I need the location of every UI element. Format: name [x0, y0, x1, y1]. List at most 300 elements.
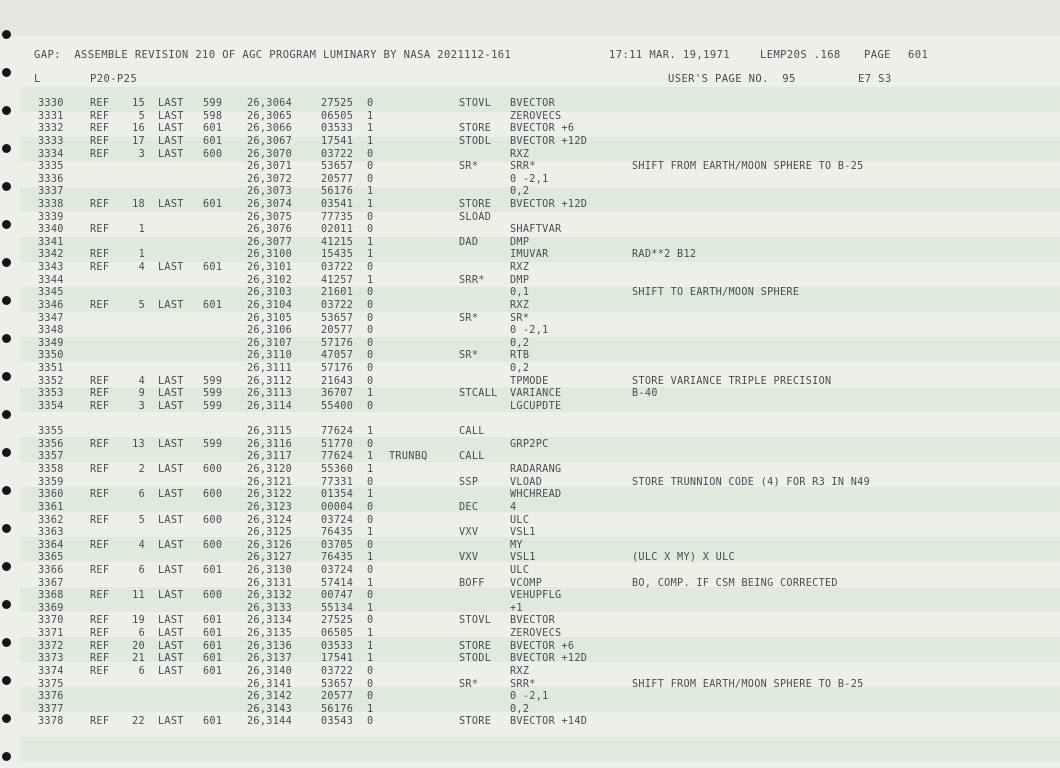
octal-word: 20577 [321, 325, 354, 337]
line-number: 3333 [38, 135, 64, 147]
ref-count: 4 [138, 539, 145, 551]
ref-count: 9 [138, 388, 145, 400]
octal-word: 03722 [321, 299, 354, 311]
line-number: 3355 [38, 426, 64, 438]
address: 26,3123 [247, 501, 293, 513]
listing-code: E7 S3 [858, 73, 892, 85]
address: 26,3111 [247, 363, 293, 374]
comment: BO, COMP. IF CSM BEING CORRECTED [632, 577, 838, 589]
ref-count: 6 [138, 628, 145, 639]
ref-count: 11 [132, 590, 145, 602]
address: 26,3144 [247, 716, 293, 728]
operand: TPMODE [510, 375, 549, 387]
ref-count: 22 [132, 716, 145, 728]
parity-bit: 1 [367, 464, 374, 475]
operand: BVECTOR +12D [510, 199, 588, 210]
parity-bit: 1 [367, 388, 374, 400]
address: 26,3120 [247, 464, 293, 475]
parity-bit: 0 [367, 211, 374, 223]
parity-bit: 1 [367, 640, 374, 652]
last-line: 598 [203, 110, 223, 122]
last-keyword: LAST [158, 148, 184, 160]
octal-word: 20577 [321, 173, 354, 185]
parity-bit: 1 [367, 426, 374, 438]
ref-count: 16 [132, 123, 145, 135]
operand: 0 -2,1 [510, 325, 549, 337]
last-line: 600 [203, 590, 223, 602]
comment: (ULC X MY) X ULC [632, 552, 735, 564]
last-line: 601 [203, 135, 223, 147]
last-keyword: LAST [158, 299, 184, 311]
greenbar-stripe [20, 737, 1060, 762]
feed-hole [2, 676, 11, 685]
line-number: 3338 [38, 199, 64, 210]
address: 26,3107 [247, 337, 293, 349]
last-line: 600 [203, 514, 223, 526]
octal-word: 20577 [321, 691, 354, 703]
octal-word: 03724 [321, 514, 354, 526]
parity-bit: 1 [367, 199, 374, 210]
opcode: STODL [459, 653, 492, 665]
ref-keyword: REF [90, 438, 110, 450]
ref-keyword: REF [90, 123, 110, 135]
parity-bit: 0 [367, 350, 374, 362]
octal-word: 02011 [321, 224, 354, 236]
operand: BVECTOR +14D [510, 716, 588, 728]
operand: ZEROVECS [510, 110, 562, 122]
last-line: 601 [203, 665, 223, 677]
operand: 4 [510, 501, 517, 513]
operand: WHCHREAD [510, 489, 562, 501]
address: 26,3126 [247, 539, 293, 551]
feed-hole [2, 30, 11, 39]
operand: VARIANCE [510, 388, 562, 400]
opcode: STOVL [459, 615, 492, 627]
opcode: SR* [459, 161, 479, 173]
operand: IMUVAR [510, 249, 549, 261]
last-line: 601 [203, 716, 223, 728]
ref-keyword: REF [90, 640, 110, 652]
address: 26,3076 [247, 224, 293, 236]
last-line: 601 [203, 615, 223, 627]
last-line: 599 [203, 98, 223, 109]
operand: MY [510, 539, 523, 551]
last-keyword: LAST [158, 640, 184, 652]
line-number: 3367 [38, 577, 64, 589]
last-keyword: LAST [158, 199, 184, 210]
octal-word: 03705 [321, 539, 354, 551]
parity-bit: 0 [367, 337, 374, 349]
octal-word: 57176 [321, 363, 354, 374]
feed-hole [2, 372, 11, 381]
last-line: 599 [203, 375, 223, 387]
feed-hole [2, 600, 11, 609]
address: 26,3073 [247, 186, 293, 198]
operand: LGCUPDTE [510, 400, 562, 412]
parity-bit: 0 [367, 514, 374, 526]
parity-bit: 1 [367, 628, 374, 639]
ref-count: 1 [138, 249, 145, 261]
page-label: PAGE [864, 49, 891, 61]
octal-word: 21643 [321, 375, 354, 387]
parity-bit: 0 [367, 287, 374, 299]
comment: STORE TRUNNION CODE (4) FOR R3 IN N49 [632, 476, 871, 488]
line-number: 3356 [38, 438, 64, 450]
last-keyword: LAST [158, 590, 184, 602]
line-number: 3358 [38, 464, 64, 475]
opcode: CALL [459, 426, 485, 438]
line-number: 3364 [38, 539, 64, 551]
operand: BVECTOR +12D [510, 135, 588, 147]
operand: SR* [510, 312, 530, 324]
octal-word: 01354 [321, 489, 354, 501]
octal-word: 77331 [321, 476, 354, 488]
feed-hole [2, 68, 11, 77]
last-line: 599 [203, 400, 223, 412]
line-number: 3343 [38, 262, 64, 274]
line-number: 3354 [38, 400, 64, 412]
line-number: 3361 [38, 501, 64, 513]
last-keyword: LAST [158, 464, 184, 475]
line-number: 3366 [38, 564, 64, 576]
ref-keyword: REF [90, 224, 110, 236]
parity-bit: 0 [367, 98, 374, 109]
operand: ULC [510, 514, 530, 526]
opcode: DEC [459, 501, 479, 513]
operand: DMP [510, 274, 530, 286]
line-number: 3373 [38, 653, 64, 665]
line-number: 3374 [38, 665, 64, 677]
octal-word: 77624 [321, 426, 354, 438]
address: 26,3116 [247, 438, 293, 450]
ref-keyword: REF [90, 148, 110, 160]
ref-keyword: REF [90, 665, 110, 677]
parity-bit: 1 [367, 653, 374, 665]
parity-bit: 1 [367, 249, 374, 261]
operand: SRR* [510, 678, 536, 690]
line-number: 3360 [38, 489, 64, 501]
line-number: 3350 [38, 350, 64, 362]
octal-word: 03724 [321, 564, 354, 576]
address: 26,3140 [247, 665, 293, 677]
feed-hole [2, 334, 11, 343]
octal-word: 55134 [321, 602, 354, 614]
last-line: 601 [203, 123, 223, 135]
ref-keyword: REF [90, 716, 110, 728]
parity-bit: 0 [367, 438, 374, 450]
octal-word: 76435 [321, 527, 354, 539]
line-number: 3363 [38, 527, 64, 539]
parity-bit: 0 [367, 299, 374, 311]
octal-word: 55400 [321, 400, 354, 412]
operand: SRR* [510, 161, 536, 173]
address: 26,3067 [247, 135, 293, 147]
line-number: 3342 [38, 249, 64, 261]
feed-hole [2, 410, 11, 419]
ref-keyword: REF [90, 135, 110, 147]
last-keyword: LAST [158, 665, 184, 677]
address: 26,3142 [247, 691, 293, 703]
ref-count: 13 [132, 438, 145, 450]
address: 26,3127 [247, 552, 293, 564]
ref-keyword: REF [90, 98, 110, 109]
feed-hole [2, 448, 11, 457]
opcode: VXV [459, 552, 479, 564]
parity-bit: 0 [367, 148, 374, 160]
address: 26,3121 [247, 476, 293, 488]
ref-count: 5 [138, 299, 145, 311]
ref-keyword: REF [90, 564, 110, 576]
comment: B-40 [632, 388, 658, 400]
line-number: 3376 [38, 691, 64, 703]
operand: 0,2 [510, 363, 530, 374]
line-number: 3346 [38, 299, 64, 311]
ref-count: 17 [132, 135, 145, 147]
ref-count: 2 [138, 464, 145, 475]
operand: 0,1 [510, 287, 530, 299]
feed-hole [2, 562, 11, 571]
operand: VEHUPFLG [510, 590, 562, 602]
last-line: 600 [203, 489, 223, 501]
parity-bit: 1 [367, 577, 374, 589]
last-line: 599 [203, 438, 223, 450]
opcode: STOVL [459, 98, 492, 109]
line-number: 3340 [38, 224, 64, 236]
octal-word: 53657 [321, 678, 354, 690]
opcode: STCALL [459, 388, 498, 400]
parity-bit: 0 [367, 564, 374, 576]
octal-word: 55360 [321, 464, 354, 475]
ref-count: 1 [138, 224, 145, 236]
octal-word: 56176 [321, 186, 354, 198]
ref-keyword: REF [90, 110, 110, 122]
last-keyword: LAST [158, 262, 184, 274]
parity-bit: 1 [367, 552, 374, 564]
line-number: 3331 [38, 110, 64, 122]
address: 26,3100 [247, 249, 293, 261]
operand: BVECTOR +6 [510, 123, 575, 135]
line-number: 3352 [38, 375, 64, 387]
address: 26,3064 [247, 98, 293, 109]
parity-bit: 0 [367, 375, 374, 387]
parity-bit: 1 [367, 489, 374, 501]
address: 26,3133 [247, 602, 293, 614]
ref-keyword: REF [90, 464, 110, 475]
feed-hole [2, 296, 11, 305]
feed-hole [2, 638, 11, 647]
parity-bit: 0 [367, 716, 374, 728]
ref-keyword: REF [90, 249, 110, 261]
last-line: 600 [203, 539, 223, 551]
address: 26,3115 [247, 426, 293, 438]
opcode: STORE [459, 199, 492, 210]
ref-count: 6 [138, 489, 145, 501]
operand: RTB [510, 350, 530, 362]
line-number: 3362 [38, 514, 64, 526]
ref-keyword: REF [90, 653, 110, 665]
last-line: 600 [203, 464, 223, 475]
line-number: 3341 [38, 236, 64, 248]
octal-word: 57176 [321, 337, 354, 349]
address: 26,3122 [247, 489, 293, 501]
opcode: STODL [459, 135, 492, 147]
last-keyword: LAST [158, 716, 184, 728]
parity-bit: 0 [367, 262, 374, 274]
parity-bit: 0 [367, 476, 374, 488]
last-line: 599 [203, 388, 223, 400]
last-keyword: LAST [158, 564, 184, 576]
line-number: 3334 [38, 148, 64, 160]
line-number: 3357 [38, 451, 64, 463]
parity-bit: 0 [367, 678, 374, 690]
ref-keyword: REF [90, 388, 110, 400]
line-number: 3347 [38, 312, 64, 324]
operand: ULC [510, 564, 530, 576]
octal-word: 03541 [321, 199, 354, 210]
ref-keyword: REF [90, 489, 110, 501]
address: 26,3072 [247, 173, 293, 185]
assembly-title: GAP: ASSEMBLE REVISION 210 OF AGC PROGRAM LUMINARY BY NASA 2021112-161 [34, 49, 512, 61]
parity-bit: 0 [367, 691, 374, 703]
feed-hole [2, 144, 11, 153]
ref-count: 15 [132, 98, 145, 109]
last-line: 601 [203, 653, 223, 665]
line-number: 3336 [38, 173, 64, 185]
parity-bit: 1 [367, 135, 374, 147]
operand: RXZ [510, 665, 530, 677]
job-user: LEMP20S .168 [760, 49, 841, 61]
comment: SHIFT FROM EARTH/MOON SPHERE TO B-25 [632, 678, 864, 690]
octal-word: 27525 [321, 615, 354, 627]
line-number: 3368 [38, 590, 64, 602]
octal-word: 51770 [321, 438, 354, 450]
address: 26,3102 [247, 274, 293, 286]
line-number: 3351 [38, 363, 64, 374]
line-number: 3345 [38, 287, 64, 299]
octal-word: 17541 [321, 135, 354, 147]
statement-label: TRUNBQ [389, 451, 428, 463]
feed-hole [2, 106, 11, 115]
operand: BVECTOR [510, 615, 556, 627]
operand: RADARANG [510, 464, 562, 475]
comment: STORE VARIANCE TRIPLE PRECISION [632, 375, 832, 387]
ref-keyword: REF [90, 615, 110, 627]
parity-bit: 1 [367, 186, 374, 198]
operand: 0,2 [510, 703, 530, 715]
opcode: BOFF [459, 577, 485, 589]
ref-keyword: REF [90, 299, 110, 311]
operand: 0 -2,1 [510, 691, 549, 703]
opcode: DAD [459, 236, 479, 248]
ref-keyword: REF [90, 199, 110, 210]
parity-bit: 1 [367, 123, 374, 135]
operand: RXZ [510, 262, 530, 274]
octal-word: 36707 [321, 388, 354, 400]
octal-word: 27525 [321, 98, 354, 109]
last-keyword: LAST [158, 628, 184, 639]
address: 26,3131 [247, 577, 293, 589]
address: 26,3135 [247, 628, 293, 639]
opcode: VXV [459, 527, 479, 539]
last-line: 601 [203, 564, 223, 576]
ref-count: 21 [132, 653, 145, 665]
address: 26,3110 [247, 350, 293, 362]
opcode: SR* [459, 350, 479, 362]
greenbar-stripe [20, 337, 1060, 362]
last-keyword: LAST [158, 375, 184, 387]
parity-bit: 0 [367, 665, 374, 677]
operand: +1 [510, 602, 523, 614]
octal-word: 03533 [321, 640, 354, 652]
address: 26,3124 [247, 514, 293, 526]
last-keyword: LAST [158, 514, 184, 526]
operand: RXZ [510, 299, 530, 311]
parity-bit: 0 [367, 615, 374, 627]
ref-keyword: REF [90, 514, 110, 526]
address: 26,3074 [247, 199, 293, 210]
last-keyword: LAST [158, 438, 184, 450]
parity-bit: 0 [367, 400, 374, 412]
line-number: 3353 [38, 388, 64, 400]
left-code: L [34, 73, 41, 85]
ref-count: 3 [138, 148, 145, 160]
line-number: 3349 [38, 337, 64, 349]
line-number: 3372 [38, 640, 64, 652]
parity-bit: 0 [367, 312, 374, 324]
ref-count: 4 [138, 262, 145, 274]
line-number: 3375 [38, 678, 64, 690]
parity-bit: 1 [367, 110, 374, 122]
address: 26,3071 [247, 161, 293, 173]
parity-bit: 1 [367, 703, 374, 715]
comment: SHIFT TO EARTH/MOON SPHERE [632, 287, 800, 299]
operand: DMP [510, 236, 530, 248]
address: 26,3112 [247, 375, 293, 387]
line-number: 3378 [38, 716, 64, 728]
operand: 0 -2,1 [510, 173, 549, 185]
octal-word: 00004 [321, 501, 354, 513]
last-keyword: LAST [158, 653, 184, 665]
octal-word: 00747 [321, 590, 354, 602]
parity-bit: 1 [367, 274, 374, 286]
last-keyword: LAST [158, 135, 184, 147]
operand: VSL1 [510, 527, 536, 539]
octal-word: 53657 [321, 312, 354, 324]
octal-word: 03722 [321, 148, 354, 160]
line-number: 3371 [38, 628, 64, 639]
ref-count: 4 [138, 375, 145, 387]
octal-word: 15435 [321, 249, 354, 261]
address: 26,3125 [247, 527, 293, 539]
opcode: STORE [459, 123, 492, 135]
octal-word: 57414 [321, 577, 354, 589]
opcode: SR* [459, 312, 479, 324]
octal-word: 06505 [321, 628, 354, 639]
feed-hole [2, 220, 11, 229]
address: 26,3106 [247, 325, 293, 337]
octal-word: 17541 [321, 653, 354, 665]
parity-bit: 1 [367, 602, 374, 614]
comment: SHIFT FROM EARTH/MOON SPHERE TO B-25 [632, 161, 864, 173]
octal-word: 03722 [321, 665, 354, 677]
address: 26,3114 [247, 400, 293, 412]
address: 26,3117 [247, 451, 293, 463]
parity-bit: 1 [367, 527, 374, 539]
operand: VLOAD [510, 476, 543, 488]
parity-bit: 0 [367, 501, 374, 513]
last-keyword: LAST [158, 123, 184, 135]
parity-bit: 0 [367, 325, 374, 337]
